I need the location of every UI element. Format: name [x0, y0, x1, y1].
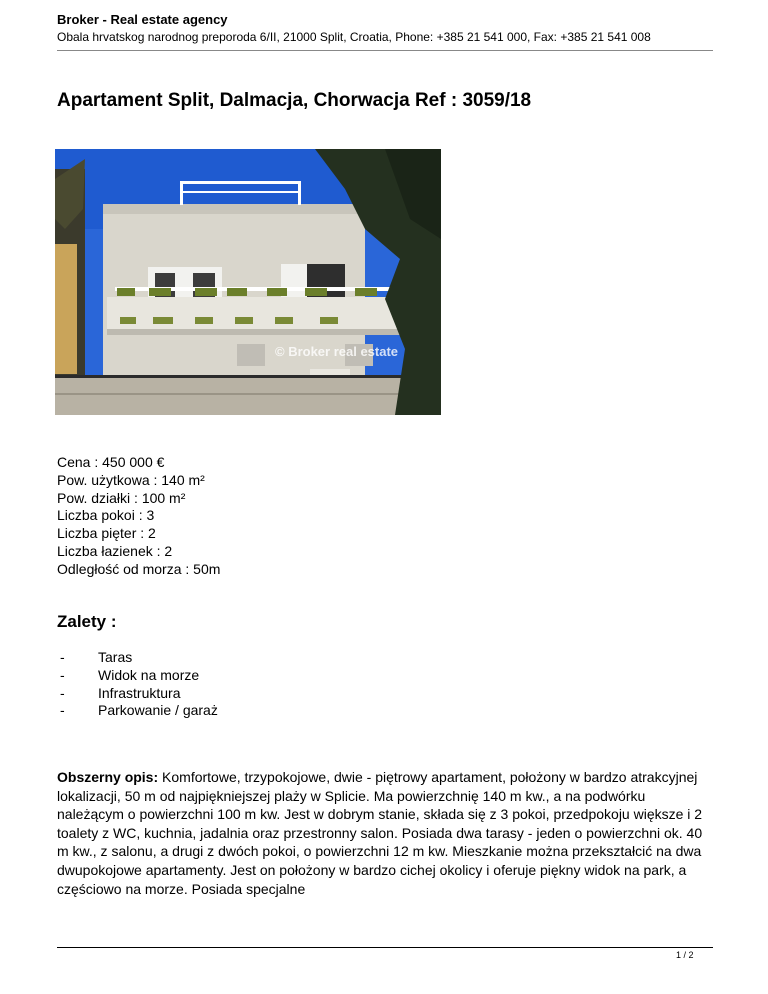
header-divider — [57, 50, 713, 51]
agency-address: Obala hrvatskog narodnog preporoda 6/II, 21000 Split, Croatia, Phone: +385 21 541 000, Fax: +385 21 541 008 — [57, 30, 651, 44]
advantages-heading: Zalety : — [57, 612, 117, 631]
fact-bathrooms: Liczba łazienek : 2 — [57, 542, 173, 559]
fact-floors: Liczba pięter : 2 — [57, 525, 156, 542]
fact-rooms: Liczba pokoi : 3 — [57, 507, 155, 524]
fact-sea-distance: Odległość od morza : 50m — [57, 560, 221, 577]
property-photo — [55, 149, 441, 415]
footer-divider — [57, 947, 713, 948]
fact-living-area: Pow. użytkowa : 140 m² — [57, 471, 205, 488]
description — [57, 768, 712, 898]
watermark-text: © Broker real estate — [275, 344, 399, 359]
list-item: - Taras — [60, 649, 133, 665]
list-item: - Widok na morze — [60, 666, 200, 683]
description-label: Obszerny opis: — [57, 769, 159, 785]
page-number: 1 / 2 — [676, 950, 694, 960]
fact-price: Cena : 450 000 € — [57, 454, 165, 470]
list-item: - Infrastruktura — [60, 684, 181, 701]
fact-plot-area: Pow. działki : 100 m² — [57, 489, 186, 506]
list-item: - Parkowanie / garaż — [60, 702, 218, 719]
agency-name: Broker - Real estate agency — [57, 12, 228, 27]
description-text: Komfortowe, trzypokojowe, dwie - piętrowy apartament, położony w bardzo atrakcyjnej lokalizacji, 50 m od najpiękniejszej plaży w Splicie. Ma powierzchnię 140 m kw., a na podwórku należącym o powierzchni 100 m kw. Jest w dobrym stanie, składa się z 3 pokoi, przedpokoju większe i 2 toalety z WC, kuchnia, jadalnia oraz przestronny salon. Posiada dwa tarasy - jeden o powierzchni ok. 40 m kw., z salonu, a drugi z dwóch pokoi, o powierzchni 12 m kw. Mieszkanie można przekształcić na dwa dwupokojowe apartamenty. Jest on położony w bardzo cichej okolicy i oferuje piękny widok na park, a częściowo na morze. Posiada specjalne — [57, 769, 703, 897]
property-facts — [57, 454, 220, 579]
advantages-list — [57, 649, 218, 720]
page-title: Apartament Split, Dalmacja, Chorwacja Ref : 3059/18 — [57, 90, 532, 111]
